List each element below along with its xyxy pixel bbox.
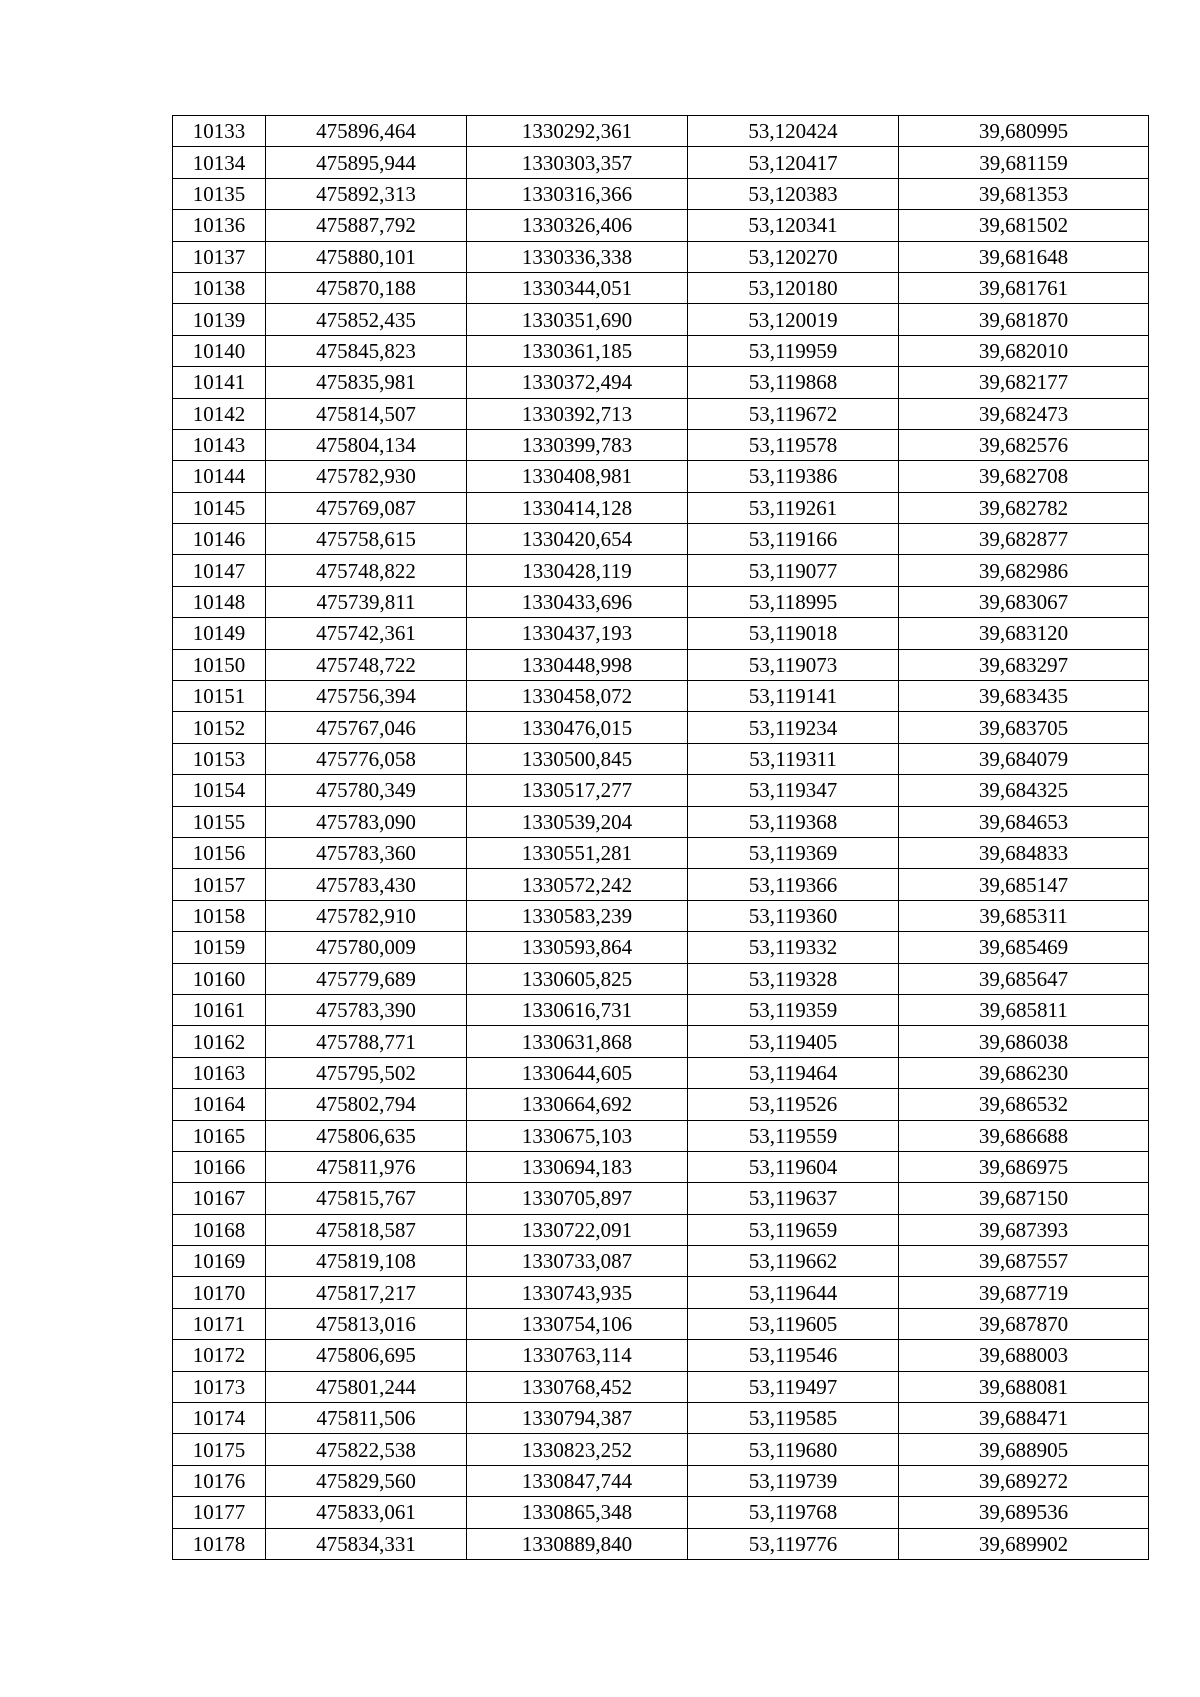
x-coordinate-cell: 475739,811 [266, 586, 467, 617]
latitude-cell: 53,119659 [688, 1214, 899, 1245]
y-coordinate-cell: 1330722,091 [467, 1214, 688, 1245]
longitude-cell: 39,686688 [899, 1120, 1149, 1151]
y-coordinate-cell: 1330292,361 [467, 116, 688, 147]
point-number-cell: 10146 [173, 524, 266, 555]
latitude-cell: 53,119360 [688, 900, 899, 931]
latitude-cell: 53,118995 [688, 586, 899, 617]
latitude-cell: 53,119359 [688, 994, 899, 1025]
longitude-cell: 39,683297 [899, 649, 1149, 680]
longitude-cell: 39,688003 [899, 1340, 1149, 1371]
longitude-cell: 39,682010 [899, 335, 1149, 366]
point-number-cell: 10168 [173, 1214, 266, 1245]
x-coordinate-cell: 475880,101 [266, 241, 467, 272]
point-number-cell: 10166 [173, 1151, 266, 1182]
y-coordinate-cell: 1330644,605 [467, 1057, 688, 1088]
latitude-cell: 53,120019 [688, 304, 899, 335]
point-number-cell: 10158 [173, 900, 266, 931]
longitude-cell: 39,683435 [899, 681, 1149, 712]
point-number-cell: 10152 [173, 712, 266, 743]
y-coordinate-cell: 1330823,252 [467, 1434, 688, 1465]
x-coordinate-cell: 475814,507 [266, 398, 467, 429]
x-coordinate-cell: 475782,910 [266, 900, 467, 931]
table-row [173, 304, 1149, 335]
x-coordinate-cell: 475829,560 [266, 1465, 467, 1496]
y-coordinate-cell: 1330517,277 [467, 775, 688, 806]
x-coordinate-cell: 475896,464 [266, 116, 467, 147]
latitude-cell: 53,119141 [688, 681, 899, 712]
longitude-cell: 39,681159 [899, 147, 1149, 178]
longitude-cell: 39,687393 [899, 1214, 1149, 1245]
table-row [173, 524, 1149, 555]
point-number-cell: 10163 [173, 1057, 266, 1088]
y-coordinate-cell: 1330372,494 [467, 367, 688, 398]
x-coordinate-cell: 475782,930 [266, 461, 467, 492]
longitude-cell: 39,686230 [899, 1057, 1149, 1088]
latitude-cell: 53,120180 [688, 272, 899, 303]
point-number-cell: 10176 [173, 1465, 266, 1496]
longitude-cell: 39,686975 [899, 1151, 1149, 1182]
longitude-cell: 39,682708 [899, 461, 1149, 492]
coordinate-table-body [173, 116, 1149, 1560]
longitude-cell: 39,682782 [899, 492, 1149, 523]
x-coordinate-cell: 475801,244 [266, 1371, 467, 1402]
table-row [173, 1214, 1149, 1245]
y-coordinate-cell: 1330631,868 [467, 1026, 688, 1057]
longitude-cell: 39,680995 [899, 116, 1149, 147]
longitude-cell: 39,685311 [899, 900, 1149, 931]
longitude-cell: 39,682986 [899, 555, 1149, 586]
x-coordinate-cell: 475811,976 [266, 1151, 467, 1182]
table-row [173, 335, 1149, 366]
point-number-cell: 10143 [173, 429, 266, 460]
point-number-cell: 10159 [173, 932, 266, 963]
latitude-cell: 53,119497 [688, 1371, 899, 1402]
table-row [173, 1497, 1149, 1528]
latitude-cell: 53,119166 [688, 524, 899, 555]
point-number-cell: 10165 [173, 1120, 266, 1151]
x-coordinate-cell: 475802,794 [266, 1089, 467, 1120]
point-number-cell: 10175 [173, 1434, 266, 1465]
latitude-cell: 53,119077 [688, 555, 899, 586]
longitude-cell: 39,687719 [899, 1277, 1149, 1308]
longitude-cell: 39,683067 [899, 586, 1149, 617]
point-number-cell: 10164 [173, 1089, 266, 1120]
y-coordinate-cell: 1330593,864 [467, 932, 688, 963]
y-coordinate-cell: 1330326,406 [467, 210, 688, 241]
latitude-cell: 53,119959 [688, 335, 899, 366]
table-row [173, 429, 1149, 460]
y-coordinate-cell: 1330763,114 [467, 1340, 688, 1371]
y-coordinate-cell: 1330399,783 [467, 429, 688, 460]
table-row [173, 1026, 1149, 1057]
latitude-cell: 53,119672 [688, 398, 899, 429]
point-number-cell: 10156 [173, 837, 266, 868]
latitude-cell: 53,120270 [688, 241, 899, 272]
longitude-cell: 39,684325 [899, 775, 1149, 806]
x-coordinate-cell: 475769,087 [266, 492, 467, 523]
table-row [173, 1403, 1149, 1434]
table-row [173, 1246, 1149, 1277]
longitude-cell: 39,685469 [899, 932, 1149, 963]
x-coordinate-cell: 475892,313 [266, 178, 467, 209]
y-coordinate-cell: 1330344,051 [467, 272, 688, 303]
longitude-cell: 39,684653 [899, 806, 1149, 837]
point-number-cell: 10162 [173, 1026, 266, 1057]
y-coordinate-cell: 1330392,713 [467, 398, 688, 429]
y-coordinate-cell: 1330768,452 [467, 1371, 688, 1402]
y-coordinate-cell: 1330847,744 [467, 1465, 688, 1496]
table-row [173, 618, 1149, 649]
point-number-cell: 10169 [173, 1246, 266, 1277]
longitude-cell: 39,681648 [899, 241, 1149, 272]
x-coordinate-cell: 475806,695 [266, 1340, 467, 1371]
point-number-cell: 10149 [173, 618, 266, 649]
x-coordinate-cell: 475804,134 [266, 429, 467, 460]
x-coordinate-cell: 475835,981 [266, 367, 467, 398]
x-coordinate-cell: 475852,435 [266, 304, 467, 335]
y-coordinate-cell: 1330794,387 [467, 1403, 688, 1434]
latitude-cell: 53,119018 [688, 618, 899, 649]
point-number-cell: 10171 [173, 1308, 266, 1339]
y-coordinate-cell: 1330428,119 [467, 555, 688, 586]
longitude-cell: 39,682473 [899, 398, 1149, 429]
x-coordinate-cell: 475806,635 [266, 1120, 467, 1151]
point-number-cell: 10155 [173, 806, 266, 837]
y-coordinate-cell: 1330437,193 [467, 618, 688, 649]
table-row [173, 367, 1149, 398]
x-coordinate-cell: 475887,792 [266, 210, 467, 241]
latitude-cell: 53,119739 [688, 1465, 899, 1496]
x-coordinate-cell: 475788,771 [266, 1026, 467, 1057]
y-coordinate-cell: 1330889,840 [467, 1528, 688, 1559]
y-coordinate-cell: 1330675,103 [467, 1120, 688, 1151]
latitude-cell: 53,120383 [688, 178, 899, 209]
longitude-cell: 39,681761 [899, 272, 1149, 303]
table-row [173, 775, 1149, 806]
y-coordinate-cell: 1330572,242 [467, 869, 688, 900]
latitude-cell: 53,119368 [688, 806, 899, 837]
x-coordinate-cell: 475811,506 [266, 1403, 467, 1434]
table-row [173, 869, 1149, 900]
y-coordinate-cell: 1330583,239 [467, 900, 688, 931]
x-coordinate-cell: 475758,615 [266, 524, 467, 555]
point-number-cell: 10133 [173, 116, 266, 147]
x-coordinate-cell: 475767,046 [266, 712, 467, 743]
y-coordinate-cell: 1330733,087 [467, 1246, 688, 1277]
point-number-cell: 10177 [173, 1497, 266, 1528]
y-coordinate-cell: 1330664,692 [467, 1089, 688, 1120]
x-coordinate-cell: 475783,430 [266, 869, 467, 900]
latitude-cell: 53,119559 [688, 1120, 899, 1151]
table-row [173, 492, 1149, 523]
table-row [173, 932, 1149, 963]
x-coordinate-cell: 475776,058 [266, 743, 467, 774]
point-number-cell: 10172 [173, 1340, 266, 1371]
table-row [173, 178, 1149, 209]
longitude-cell: 39,684079 [899, 743, 1149, 774]
y-coordinate-cell: 1330316,366 [467, 178, 688, 209]
y-coordinate-cell: 1330414,128 [467, 492, 688, 523]
x-coordinate-cell: 475780,009 [266, 932, 467, 963]
longitude-cell: 39,689536 [899, 1497, 1149, 1528]
latitude-cell: 53,119768 [688, 1497, 899, 1528]
point-number-cell: 10136 [173, 210, 266, 241]
table-row [173, 1089, 1149, 1120]
point-number-cell: 10148 [173, 586, 266, 617]
longitude-cell: 39,687557 [899, 1246, 1149, 1277]
table-row [173, 461, 1149, 492]
y-coordinate-cell: 1330743,935 [467, 1277, 688, 1308]
x-coordinate-cell: 475795,502 [266, 1057, 467, 1088]
table-row [173, 147, 1149, 178]
y-coordinate-cell: 1330351,690 [467, 304, 688, 335]
point-number-cell: 10178 [173, 1528, 266, 1559]
point-number-cell: 10135 [173, 178, 266, 209]
longitude-cell: 39,681870 [899, 304, 1149, 335]
point-number-cell: 10138 [173, 272, 266, 303]
table-row [173, 963, 1149, 994]
y-coordinate-cell: 1330539,204 [467, 806, 688, 837]
table-row [173, 241, 1149, 272]
coordinate-table [172, 115, 1149, 1560]
table-row [173, 994, 1149, 1025]
latitude-cell: 53,119261 [688, 492, 899, 523]
x-coordinate-cell: 475748,722 [266, 649, 467, 680]
table-row [173, 837, 1149, 868]
x-coordinate-cell: 475870,188 [266, 272, 467, 303]
latitude-cell: 53,119546 [688, 1340, 899, 1371]
table-row [173, 1057, 1149, 1088]
latitude-cell: 53,119369 [688, 837, 899, 868]
point-number-cell: 10141 [173, 367, 266, 398]
longitude-cell: 39,682576 [899, 429, 1149, 460]
table-row [173, 1308, 1149, 1339]
point-number-cell: 10157 [173, 869, 266, 900]
table-row [173, 806, 1149, 837]
table-row [173, 272, 1149, 303]
y-coordinate-cell: 1330865,348 [467, 1497, 688, 1528]
y-coordinate-cell: 1330476,015 [467, 712, 688, 743]
longitude-cell: 39,689902 [899, 1528, 1149, 1559]
longitude-cell: 39,688471 [899, 1403, 1149, 1434]
point-number-cell: 10139 [173, 304, 266, 335]
longitude-cell: 39,687870 [899, 1308, 1149, 1339]
latitude-cell: 53,119585 [688, 1403, 899, 1434]
latitude-cell: 53,119073 [688, 649, 899, 680]
point-number-cell: 10174 [173, 1403, 266, 1434]
y-coordinate-cell: 1330420,654 [467, 524, 688, 555]
latitude-cell: 53,119386 [688, 461, 899, 492]
table-row [173, 398, 1149, 429]
y-coordinate-cell: 1330551,281 [467, 837, 688, 868]
longitude-cell: 39,686038 [899, 1026, 1149, 1057]
latitude-cell: 53,119605 [688, 1308, 899, 1339]
latitude-cell: 53,119332 [688, 932, 899, 963]
table-row [173, 1183, 1149, 1214]
table-row [173, 649, 1149, 680]
point-number-cell: 10147 [173, 555, 266, 586]
y-coordinate-cell: 1330448,998 [467, 649, 688, 680]
latitude-cell: 53,119868 [688, 367, 899, 398]
latitude-cell: 53,119234 [688, 712, 899, 743]
latitude-cell: 53,119644 [688, 1277, 899, 1308]
longitude-cell: 39,689272 [899, 1465, 1149, 1496]
x-coordinate-cell: 475817,217 [266, 1277, 467, 1308]
x-coordinate-cell: 475813,016 [266, 1308, 467, 1339]
x-coordinate-cell: 475822,538 [266, 1434, 467, 1465]
latitude-cell: 53,119526 [688, 1089, 899, 1120]
y-coordinate-cell: 1330361,185 [467, 335, 688, 366]
x-coordinate-cell: 475895,944 [266, 147, 467, 178]
table-row [173, 586, 1149, 617]
table-row [173, 1465, 1149, 1496]
point-number-cell: 10142 [173, 398, 266, 429]
longitude-cell: 39,685147 [899, 869, 1149, 900]
y-coordinate-cell: 1330336,338 [467, 241, 688, 272]
latitude-cell: 53,119464 [688, 1057, 899, 1088]
longitude-cell: 39,682177 [899, 367, 1149, 398]
point-number-cell: 10161 [173, 994, 266, 1025]
longitude-cell: 39,688081 [899, 1371, 1149, 1402]
latitude-cell: 53,119328 [688, 963, 899, 994]
latitude-cell: 53,119405 [688, 1026, 899, 1057]
table-row [173, 681, 1149, 712]
y-coordinate-cell: 1330605,825 [467, 963, 688, 994]
y-coordinate-cell: 1330433,696 [467, 586, 688, 617]
latitude-cell: 53,119680 [688, 1434, 899, 1465]
latitude-cell: 53,119366 [688, 869, 899, 900]
longitude-cell: 39,684833 [899, 837, 1149, 868]
longitude-cell: 39,683705 [899, 712, 1149, 743]
y-coordinate-cell: 1330500,845 [467, 743, 688, 774]
y-coordinate-cell: 1330754,106 [467, 1308, 688, 1339]
x-coordinate-cell: 475818,587 [266, 1214, 467, 1245]
table-row [173, 1277, 1149, 1308]
point-number-cell: 10170 [173, 1277, 266, 1308]
table-row [173, 1120, 1149, 1151]
longitude-cell: 39,688905 [899, 1434, 1149, 1465]
longitude-cell: 39,686532 [899, 1089, 1149, 1120]
x-coordinate-cell: 475815,767 [266, 1183, 467, 1214]
longitude-cell: 39,685647 [899, 963, 1149, 994]
point-number-cell: 10160 [173, 963, 266, 994]
y-coordinate-cell: 1330705,897 [467, 1183, 688, 1214]
x-coordinate-cell: 475756,394 [266, 681, 467, 712]
point-number-cell: 10151 [173, 681, 266, 712]
latitude-cell: 53,120341 [688, 210, 899, 241]
x-coordinate-cell: 475783,360 [266, 837, 467, 868]
point-number-cell: 10144 [173, 461, 266, 492]
latitude-cell: 53,120424 [688, 116, 899, 147]
x-coordinate-cell: 475742,361 [266, 618, 467, 649]
point-number-cell: 10150 [173, 649, 266, 680]
y-coordinate-cell: 1330694,183 [467, 1151, 688, 1182]
table-row [173, 1528, 1149, 1559]
longitude-cell: 39,681502 [899, 210, 1149, 241]
x-coordinate-cell: 475819,108 [266, 1246, 467, 1277]
table-row [173, 1151, 1149, 1182]
table-row [173, 1340, 1149, 1371]
point-number-cell: 10145 [173, 492, 266, 523]
x-coordinate-cell: 475780,349 [266, 775, 467, 806]
point-number-cell: 10173 [173, 1371, 266, 1402]
longitude-cell: 39,681353 [899, 178, 1149, 209]
y-coordinate-cell: 1330616,731 [467, 994, 688, 1025]
latitude-cell: 53,119604 [688, 1151, 899, 1182]
longitude-cell: 39,683120 [899, 618, 1149, 649]
x-coordinate-cell: 475833,061 [266, 1497, 467, 1528]
latitude-cell: 53,119776 [688, 1528, 899, 1559]
x-coordinate-cell: 475783,390 [266, 994, 467, 1025]
x-coordinate-cell: 475748,822 [266, 555, 467, 586]
table-row [173, 1434, 1149, 1465]
longitude-cell: 39,687150 [899, 1183, 1149, 1214]
point-number-cell: 10167 [173, 1183, 266, 1214]
point-number-cell: 10137 [173, 241, 266, 272]
latitude-cell: 53,119578 [688, 429, 899, 460]
table-row [173, 116, 1149, 147]
latitude-cell: 53,119347 [688, 775, 899, 806]
y-coordinate-cell: 1330408,981 [467, 461, 688, 492]
longitude-cell: 39,685811 [899, 994, 1149, 1025]
x-coordinate-cell: 475779,689 [266, 963, 467, 994]
latitude-cell: 53,119662 [688, 1246, 899, 1277]
latitude-cell: 53,119311 [688, 743, 899, 774]
longitude-cell: 39,682877 [899, 524, 1149, 555]
table-row [173, 743, 1149, 774]
point-number-cell: 10153 [173, 743, 266, 774]
table-row [173, 210, 1149, 241]
point-number-cell: 10134 [173, 147, 266, 178]
y-coordinate-cell: 1330458,072 [467, 681, 688, 712]
latitude-cell: 53,119637 [688, 1183, 899, 1214]
y-coordinate-cell: 1330303,357 [467, 147, 688, 178]
table-row [173, 712, 1149, 743]
latitude-cell: 53,120417 [688, 147, 899, 178]
table-row [173, 555, 1149, 586]
point-number-cell: 10154 [173, 775, 266, 806]
point-number-cell: 10140 [173, 335, 266, 366]
x-coordinate-cell: 475834,331 [266, 1528, 467, 1559]
x-coordinate-cell: 475845,823 [266, 335, 467, 366]
table-row [173, 1371, 1149, 1402]
table-row [173, 900, 1149, 931]
x-coordinate-cell: 475783,090 [266, 806, 467, 837]
